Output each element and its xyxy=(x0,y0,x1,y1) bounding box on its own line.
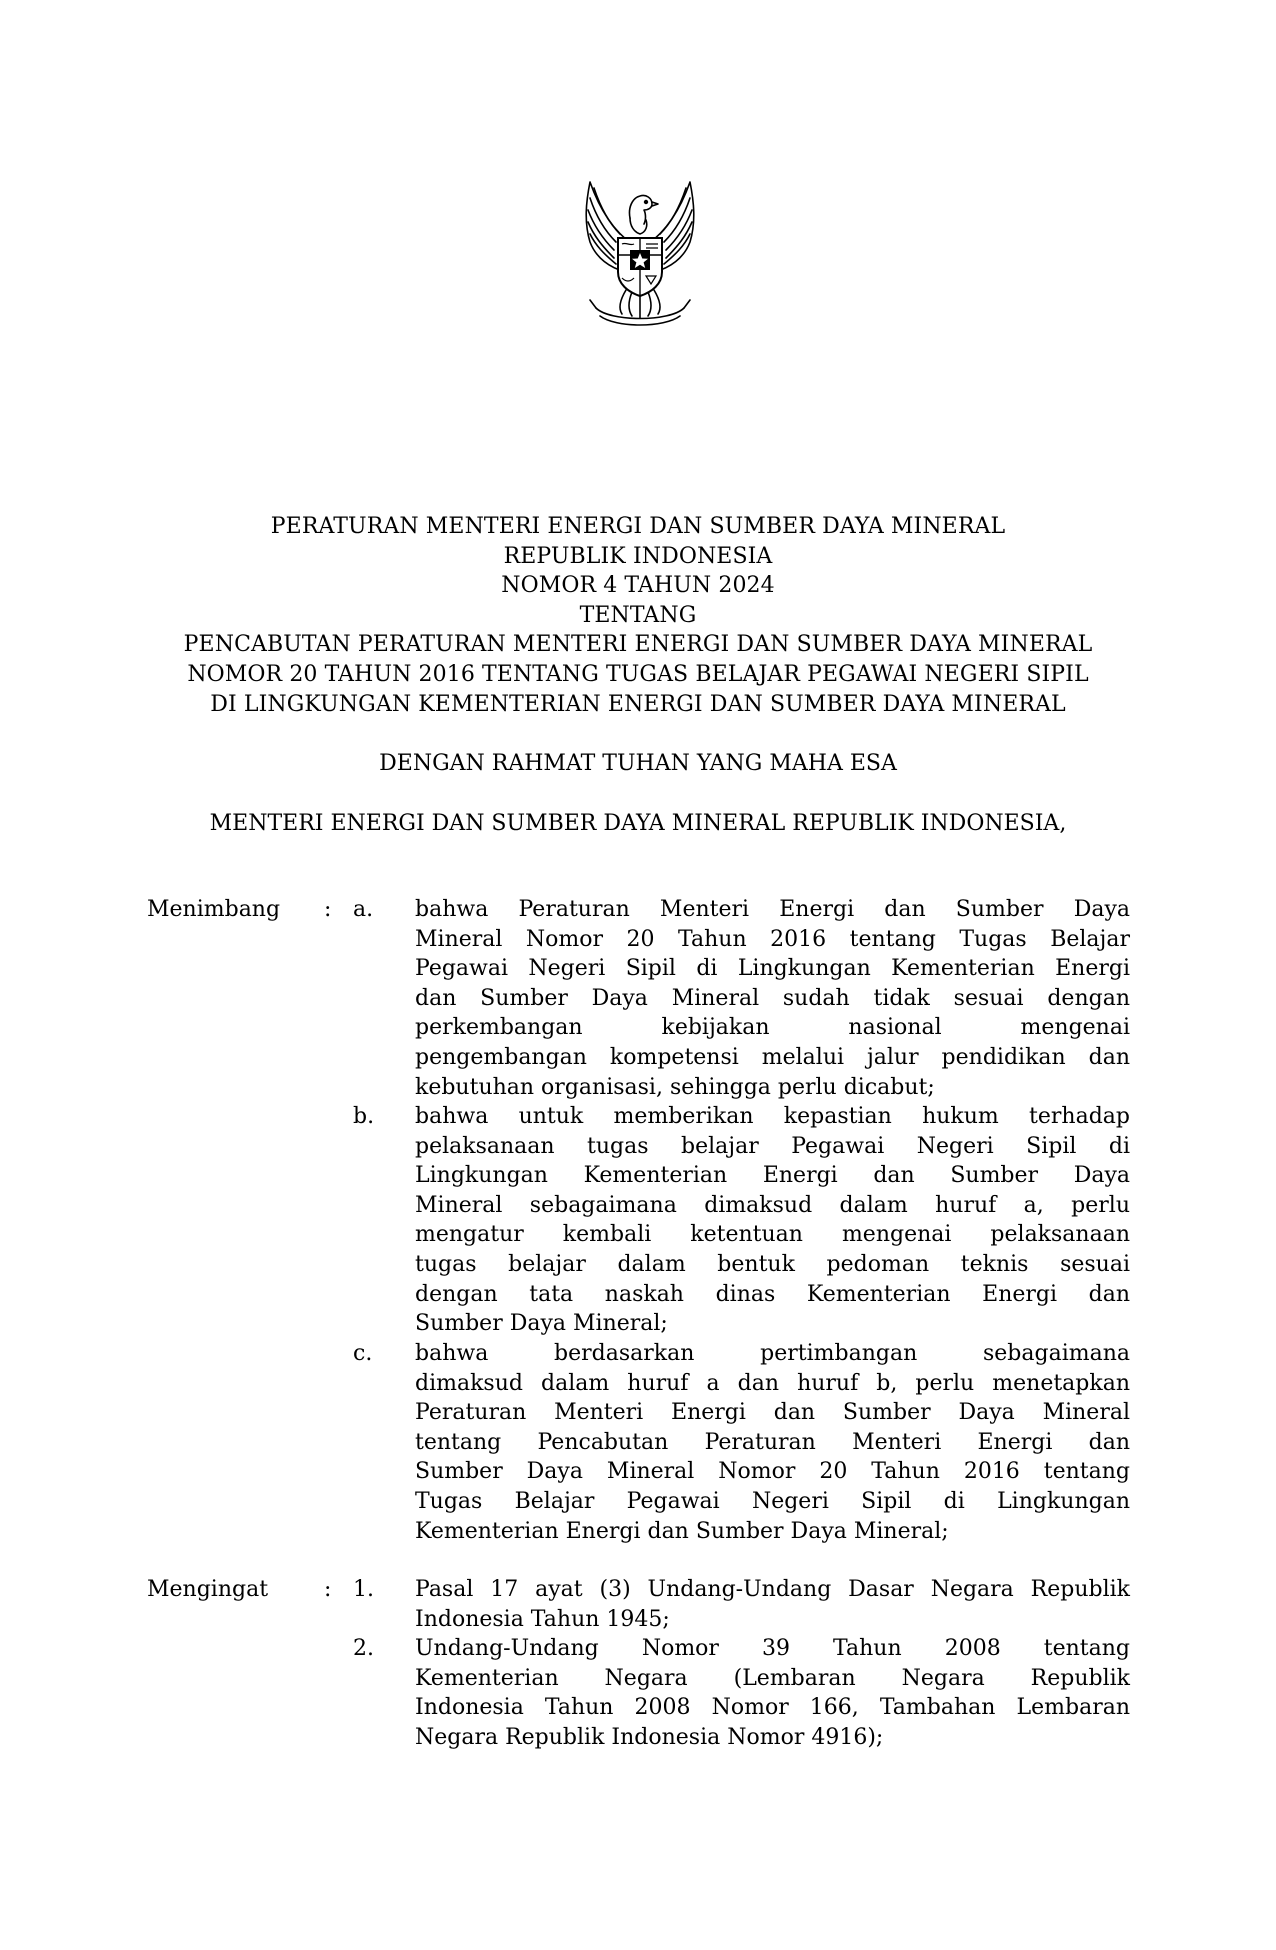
issuer-line: MENTERI ENERGI DAN SUMBER DAYA MINERAL REPUBLIK INDONESIA, xyxy=(209,811,1067,836)
title-line: TENTANG xyxy=(579,602,697,628)
text-line: Undang-Undang Nomor 39 Tahun 2008 tentang xyxy=(415,1636,1130,1661)
text-line: Kementerian Negara (Lembaran Negara Republik xyxy=(415,1665,1130,1691)
menimbang-label: Menimbang xyxy=(147,897,281,922)
text-line: pengembangan kompetensi melalui jalur pendidikan dan xyxy=(415,1044,1130,1070)
text-line: tugas belajar dalam bentuk pedoman teknis sesuai xyxy=(415,1251,1130,1277)
text-line: Sumber Daya Mineral Nomor 20 Tahun 2016 tentang xyxy=(415,1459,1130,1485)
menimbang-item-marker: c. xyxy=(353,1341,373,1366)
text-line: Kementerian Energi dan Sumber Daya Mineral; xyxy=(415,1518,949,1544)
text-line: Indonesia Tahun 2008 Nomor 166, Tambahan Lembaran xyxy=(415,1695,1130,1721)
mengingat-item-marker: 1. xyxy=(353,1577,374,1602)
text-line: Mineral Nomor 20 Tahun 2016 tentang Tugas Belajar xyxy=(415,926,1130,952)
text-line: Pasal 17 ayat (3) Undang-Undang Dasar Negara Republik xyxy=(415,1577,1130,1602)
menimbang-item-text xyxy=(415,895,1130,1102)
mengingat-item-text xyxy=(415,1575,1130,1634)
text-line: Pegawai Negeri Sipil di Lingkungan Kementerian Energi xyxy=(415,956,1130,982)
text-line: Mineral sebagaimana dimaksud dalam huruf a, perlu xyxy=(415,1192,1130,1218)
text-line: bahwa berdasarkan pertimbangan sebagaimana xyxy=(415,1341,1130,1366)
text-line: tentang Pencabutan Peraturan Menteri Energi dan xyxy=(415,1429,1130,1455)
mengingat-item-marker: 2. xyxy=(353,1636,374,1661)
menimbang-item-text xyxy=(415,1339,1130,1546)
text-line: dengan tata naskah dinas Kementerian Energi dan xyxy=(415,1281,1130,1307)
text-line: mengatur kembali ketentuan mengenai pelaksanaan xyxy=(415,1222,1130,1248)
menimbang-colon: : xyxy=(324,897,332,922)
invocation: DENGAN RAHMAT TUHAN YANG MAHA ESA xyxy=(379,751,897,776)
title-line: PENCABUTAN PERATURAN MENTERI ENERGI DAN SUMBER DAYA MINERAL xyxy=(183,632,1093,658)
regulation-title xyxy=(100,512,1176,719)
mengingat-label: Mengingat xyxy=(147,1577,269,1602)
title-line: NOMOR 4 TAHUN 2024 xyxy=(501,573,775,599)
text-line: Negara Republik Indonesia Nomor 4916); xyxy=(415,1724,884,1750)
text-line: Sumber Daya Mineral; xyxy=(415,1311,668,1337)
text-line: Tugas Belajar Pegawai Negeri Sipil di Lingkungan xyxy=(415,1488,1130,1514)
text-line: bahwa untuk memberikan kepastian hukum terhadap xyxy=(415,1104,1130,1129)
title-line: REPUBLIK INDONESIA xyxy=(503,543,773,569)
menimbang-item-marker: a. xyxy=(353,897,374,922)
title-line: PERATURAN MENTERI ENERGI DAN SUMBER DAYA MINERAL xyxy=(270,514,1006,539)
text-line: kebutuhan organisasi, sehingga perlu dicabut; xyxy=(415,1074,935,1100)
text-line: Lingkungan Kementerian Energi dan Sumber Daya xyxy=(415,1163,1130,1189)
garuda-pancasila-emblem-icon xyxy=(560,172,720,340)
title-line: DI LINGKUNGAN KEMENTERIAN ENERGI DAN SUMBER DAYA MINERAL xyxy=(210,691,1066,717)
text-line: dan Sumber Daya Mineral sudah tidak sesuai dengan xyxy=(415,985,1130,1011)
menimbang-item-text xyxy=(415,1102,1130,1339)
mengingat-colon: : xyxy=(324,1577,332,1602)
text-line: bahwa Peraturan Menteri Energi dan Sumber Daya xyxy=(415,897,1130,922)
mengingat-item-text xyxy=(415,1634,1130,1752)
text-line: perkembangan kebijakan nasional mengenai xyxy=(415,1015,1130,1041)
title-line: NOMOR 20 TAHUN 2016 TENTANG TUGAS BELAJAR PEGAWAI NEGERI SIPIL xyxy=(187,661,1089,687)
menimbang-item-marker: b. xyxy=(353,1104,375,1129)
text-line: Indonesia Tahun 1945; xyxy=(415,1606,670,1632)
text-line: pelaksanaan tugas belajar Pegawai Negeri Sipil di xyxy=(415,1133,1130,1159)
text-line: Peraturan Menteri Energi dan Sumber Daya Mineral xyxy=(415,1400,1130,1426)
text-line: dimaksud dalam huruf a dan huruf b, perlu menetapkan xyxy=(415,1370,1130,1396)
